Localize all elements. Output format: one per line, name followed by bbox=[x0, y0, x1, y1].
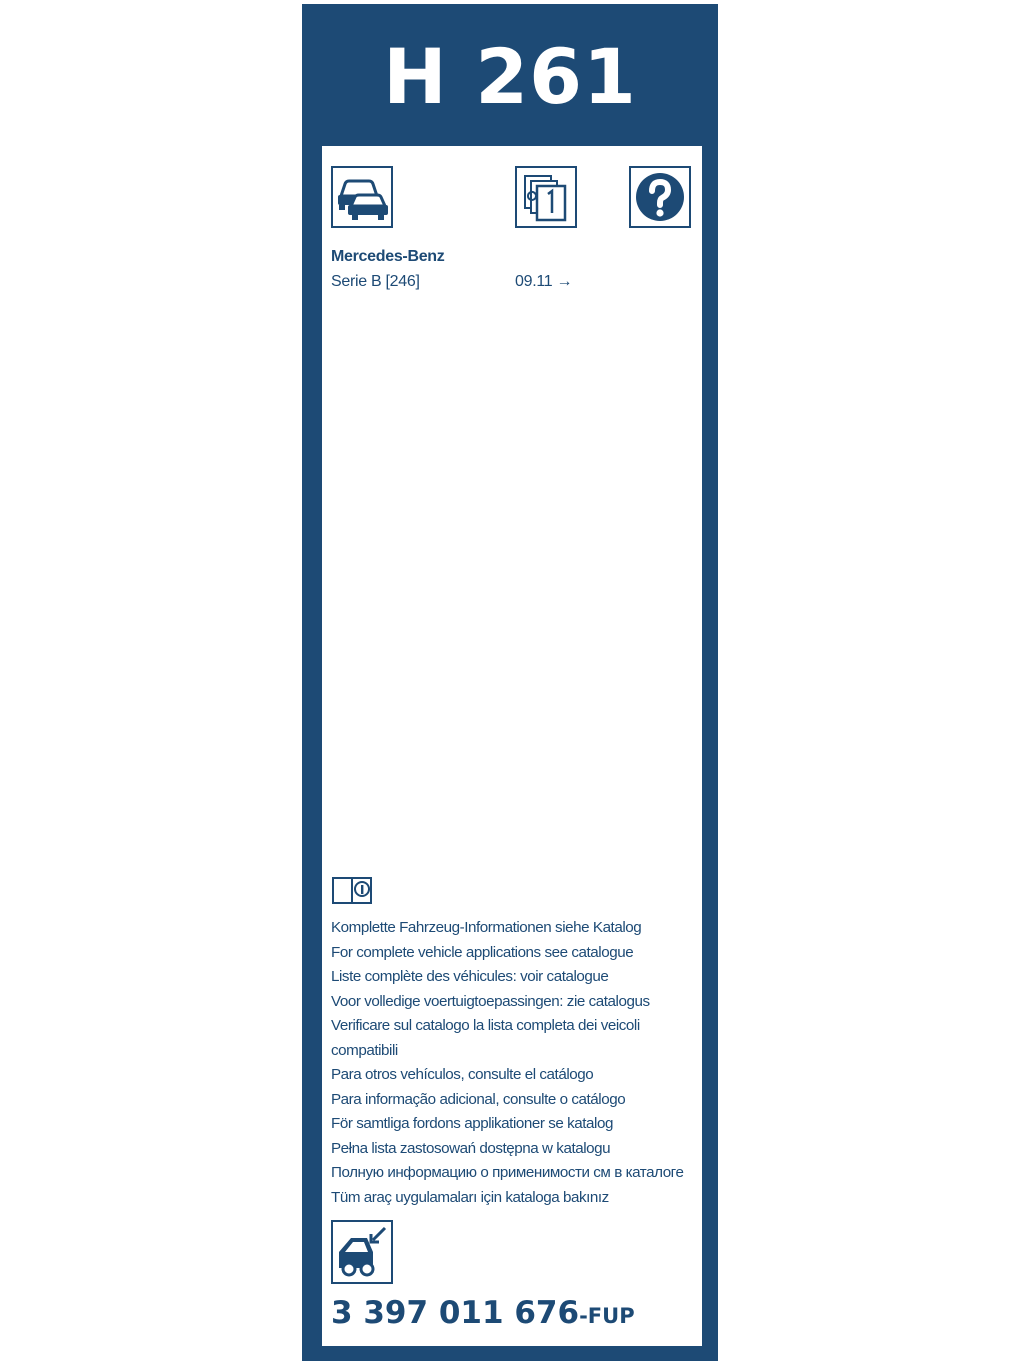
note-nl: Voor volledige voertuigtoepassingen: zie catalogus bbox=[331, 992, 650, 1010]
application-panel bbox=[322, 146, 702, 1346]
catalogue-notes bbox=[331, 916, 697, 1210]
part-number-suffix: -FUP bbox=[579, 1304, 635, 1328]
vehicles-icon bbox=[331, 166, 393, 228]
product-label-card bbox=[302, 4, 718, 1361]
product-code: H 261 bbox=[383, 32, 637, 121]
note-pt: Para informação adicional, consulte o catálogo bbox=[331, 1090, 626, 1108]
part-number bbox=[331, 1295, 635, 1331]
note-ru: Полную информацию о применимости см в каталоге bbox=[331, 1164, 684, 1181]
note-en: For complete vehicle applications see catalogue bbox=[331, 943, 634, 961]
catalogue-pages-icon bbox=[515, 166, 577, 228]
vehicle-year-range: 09.11 → bbox=[515, 273, 573, 290]
rear-window-car-icon bbox=[331, 1220, 393, 1284]
note-pl: Pełna lista zastosowań dostępna w katalogu bbox=[331, 1139, 611, 1157]
vehicle-model: Serie B [246] bbox=[331, 273, 420, 290]
vehicle-make: Mercedes-Benz bbox=[331, 248, 445, 265]
note-sv: För samtliga fordons applikationer se katalog bbox=[331, 1115, 613, 1132]
note-it: Verificare sul catalogo la lista completa dei veicoli compatibili bbox=[331, 1017, 640, 1059]
note-fr: Liste complète des véhicules: voir catalogue bbox=[331, 968, 609, 985]
note-es: Para otros vehículos, consulte el catálogo bbox=[331, 1066, 594, 1083]
catalogue-info-icon bbox=[331, 872, 377, 906]
note-tr: Tüm araç uygulamaları için kataloga bakınız bbox=[331, 1188, 609, 1206]
question-mark-icon bbox=[629, 166, 691, 228]
note-de: Komplette Fahrzeug-Informationen siehe Katalog bbox=[331, 919, 642, 936]
part-number-main: 3 397 011 676 bbox=[331, 1295, 580, 1331]
